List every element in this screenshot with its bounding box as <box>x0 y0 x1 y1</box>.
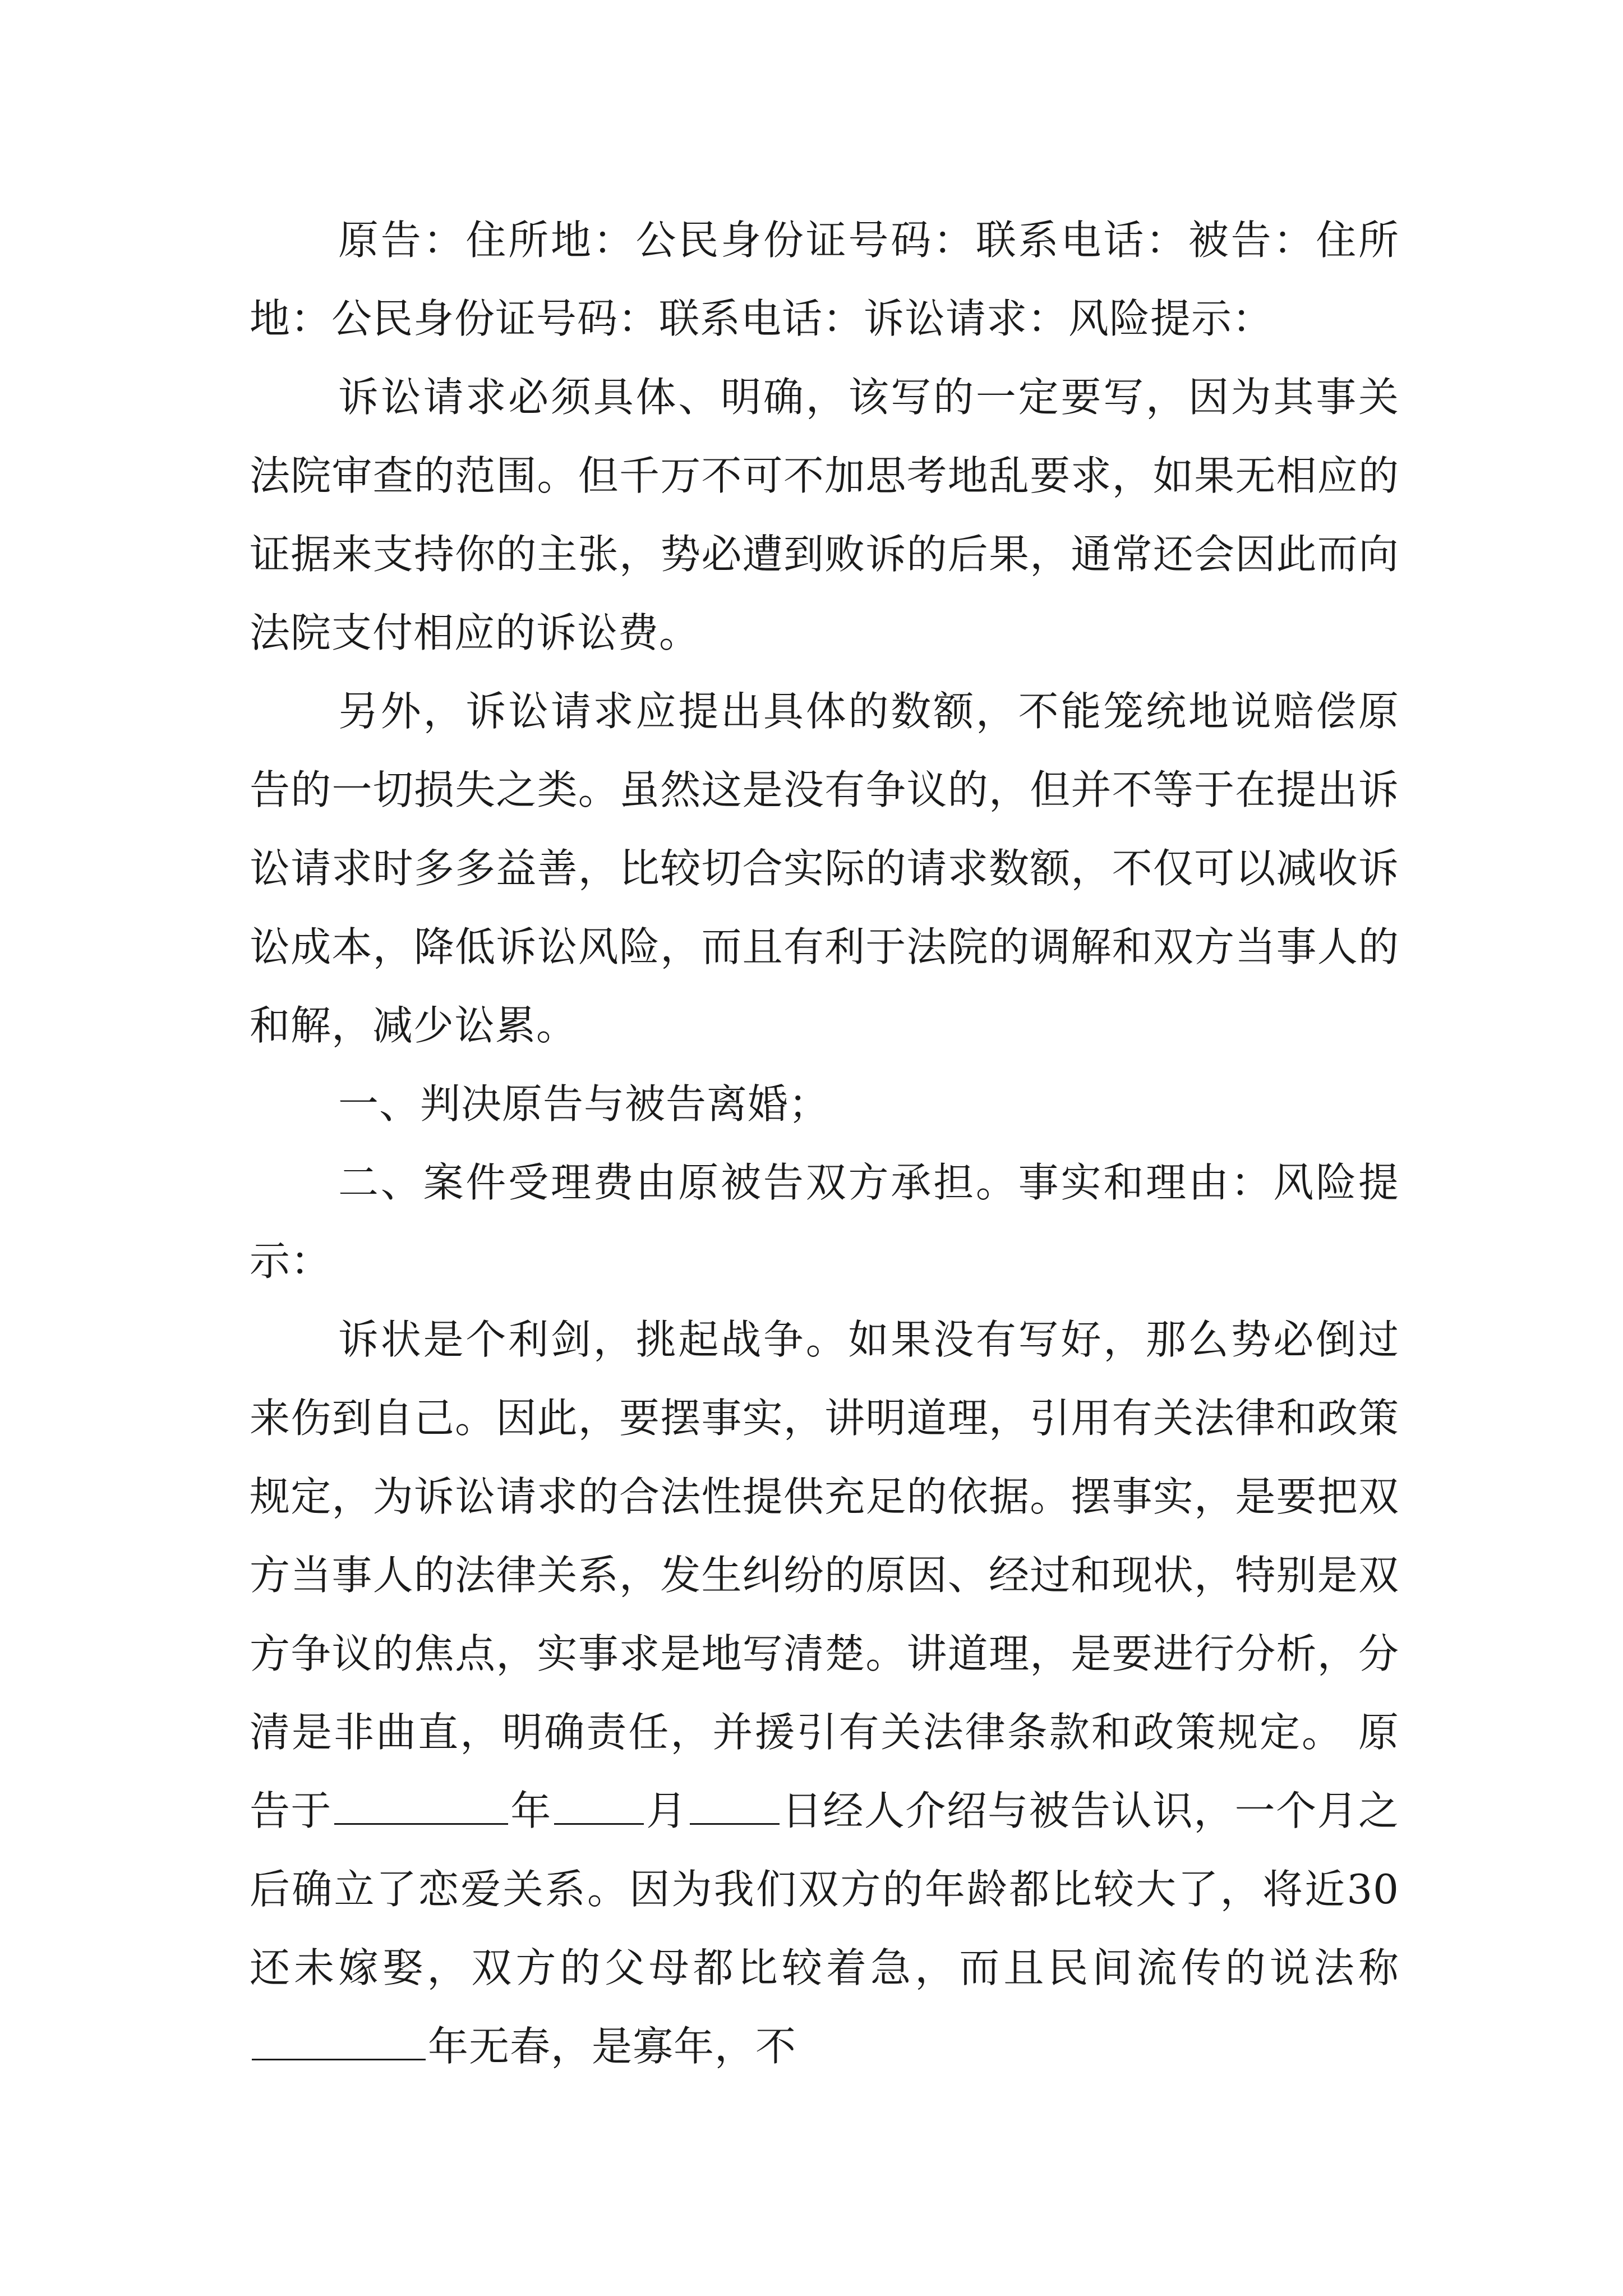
facts-text-2: 年 <box>510 1787 552 1834</box>
month-blank <box>554 1787 644 1825</box>
year-blank-2 <box>252 2023 426 2060</box>
paragraph-request-1: 一、判决原告与被告离婚； <box>338 1080 830 1128</box>
day-blank <box>690 1787 780 1825</box>
paragraph-request-2: 二、案件受理费由原被告双方承担。事实和理由：风险提示： <box>250 1159 1399 1285</box>
facts-text-1: 诉状是个利剑，挑起战争。如果没有写好，那么势必倒过来伤到自己。因此，要摆事实，讲明道理，引用有关法律和政策规定，为诉讼请求的合法性提供充足的依据。摆事实，是要把双方当事人的法律关系，发生纠纷的原因、经过和现状，特别是双方争议的焦点，实事求是地写清楚。讲道理，是要进行分析，分清是非曲直，明确责任，并援引有关法律条款和政策规定。 原告于 <box>250 1316 1399 1834</box>
facts-text-3: 月 <box>645 1787 688 1834</box>
paragraph-claim-requirements: 诉讼请求必须具体、明确，该写的一定要写，因为其事关法院审查的范围。但千万不可不加思考地乱要求，如果无相应的证据来支持你的主张，势必遭到败诉的后果，通常还会因此而向法院支付相应的诉讼费。 <box>250 374 1399 656</box>
paragraph-parties: 原告：住所地：公民身份证号码：联系电话：被告：住所地：公民身份证号码：联系电话：诉讼请求：风险提示： <box>250 217 1399 342</box>
year-blank <box>334 1787 508 1825</box>
facts-text-5: 年无春，是寡年，不 <box>428 2023 797 2070</box>
document-page <box>250 201 1399 2086</box>
paragraph-claim-amount: 另外，诉讼请求应提出具体的数额，不能笼统地说赔偿原告的一切损失之类。虽然这是没有争议的，但并不等于在提出诉讼请求时多多益善，比较切合实际的请求数额，不仅可以减收诉讼成本，降低诉讼风险，而且有利于法院的调解和双方当事人的和解，减少讼累。 <box>250 688 1399 1049</box>
paragraph-facts-and-reasons <box>250 1300 1399 2086</box>
facts-text-4: 日经人介绍与被告认识，一个月之后确立了恋爱关系。因为我们双方的年龄都比较大了，将近30还未嫁娶，双方的父母都比较着急，而且民间流传的说法称 <box>250 1787 1399 1991</box>
